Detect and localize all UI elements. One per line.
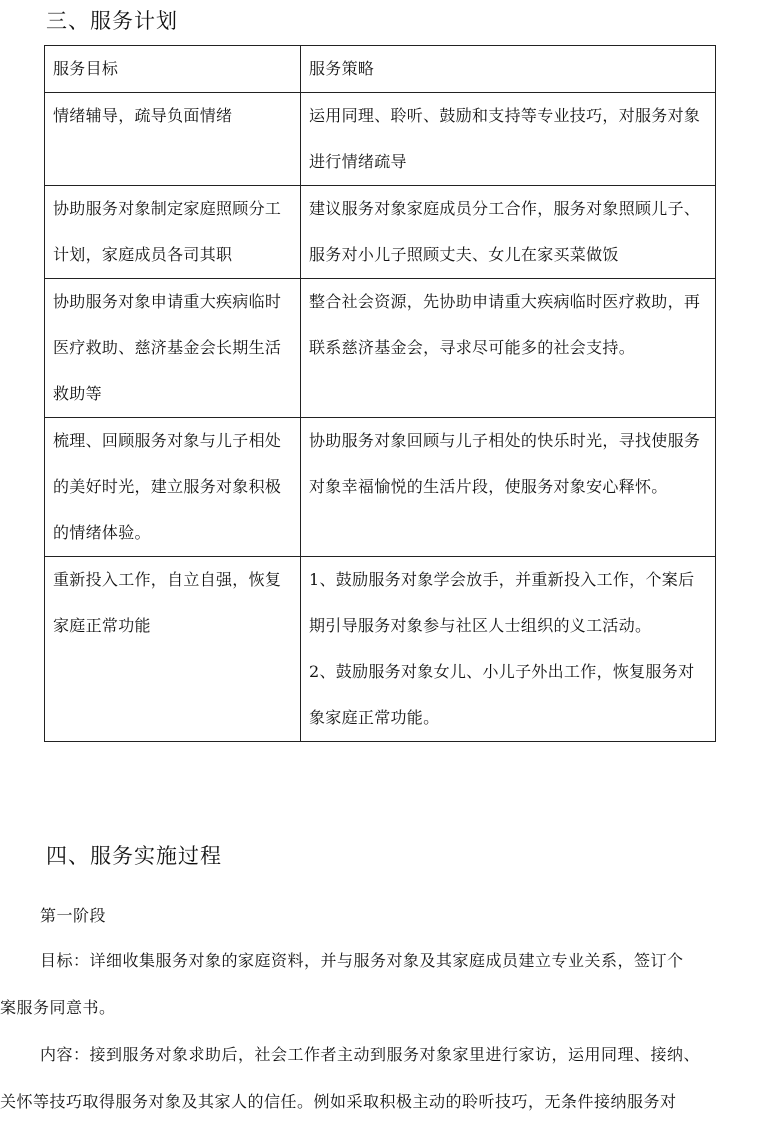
- strategy-cell: [301, 557, 716, 742]
- strategy-text: 建议服务对象家庭成员分工合作，服务对象照顾儿子、服务对小儿子照顾丈夫、女儿在家买菜做饭: [309, 199, 701, 264]
- goal-cell: 协助服务对象制定家庭照顾分工计划，家庭成员各司其职: [45, 186, 301, 279]
- goal-cell: 情绪辅导，疏导负面情绪: [45, 93, 301, 186]
- stage-goal-line: 目标：详细收集服务对象的家庭资料，并与服务对象及其家庭成员建立专业关系，签订个: [40, 951, 684, 970]
- stage-content-line: 关怀等技巧取得服务对象及其家人的信任。例如采取积极主动的聆听技巧，无条件接纳服务对: [0, 1092, 677, 1111]
- stage-goal-line: 案服务同意书。: [0, 998, 116, 1017]
- stage-content-paragraph: [0, 1031, 758, 1125]
- table-row: [45, 186, 716, 279]
- table-row: [45, 557, 716, 742]
- goal-cell: 协助服务对象申请重大疾病临时医疗救助、慈济基金会长期生活救助等: [45, 279, 301, 418]
- table-row: [45, 279, 716, 418]
- service-plan-table: [44, 45, 716, 742]
- table-row: [45, 418, 716, 557]
- strategy-text: 2、鼓励服务对象女儿、小儿子外出工作，恢复服务对象家庭正常功能。: [309, 662, 695, 727]
- strategy-text: 1、鼓励服务对象学会放手，并重新投入工作，个案后期引导服务对象参与社区人士组织的义工活动。: [309, 570, 695, 635]
- goal-cell: 梳理、回顾服务对象与儿子相处的美好时光，建立服务对象积极的情绪体验。: [45, 418, 301, 557]
- strategy-cell: [301, 186, 716, 279]
- strategy-cell: [301, 279, 716, 418]
- table-header-row: [45, 46, 716, 93]
- header-service-strategy: 服务策略: [301, 46, 716, 93]
- stage-content-line: 内容：接到服务对象求助后，社会工作者主动到服务对象家里进行家访，运用同理、接纳、: [40, 1045, 701, 1064]
- header-service-goal: 服务目标: [45, 46, 301, 93]
- stage-goal-paragraph: [0, 937, 758, 1031]
- goal-cell: 重新投入工作，自立自强，恢复家庭正常功能: [45, 557, 301, 742]
- strategy-text: 协助服务对象回顾与儿子相处的快乐时光，寻找使服务对象幸福愉悦的生活片段，使服务对象安心释怀。: [309, 431, 701, 496]
- strategy-cell: [301, 93, 716, 186]
- strategy-cell: [301, 418, 716, 557]
- section-title-service-plan: 三、服务计划: [46, 9, 178, 33]
- strategy-text: 整合社会资源，先协助申请重大疾病临时医疗救助，再联系慈济基金会，寻求尽可能多的社会支持。: [309, 292, 701, 357]
- strategy-text: 运用同理、聆听、鼓励和支持等专业技巧，对服务对象进行情绪疏导: [309, 106, 701, 171]
- table-row: [45, 93, 716, 186]
- section-title-implementation: 四、服务实施过程: [46, 844, 222, 868]
- stage-label: 第一阶段: [40, 906, 107, 925]
